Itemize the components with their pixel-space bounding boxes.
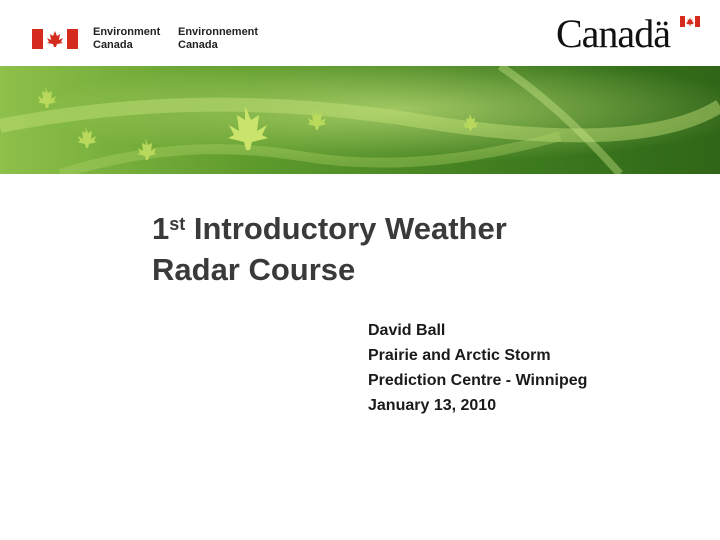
presentation-date: January 13, 2010: [368, 397, 497, 414]
organization-line-1: Prairie and Arctic Storm: [368, 347, 551, 364]
title-line-1: 1st Introductory Weather: [152, 211, 507, 246]
presenter-info: [368, 318, 587, 418]
wordmark-flag-icon: [680, 16, 700, 27]
slide-title: [152, 208, 507, 290]
maple-leaf-banner: [0, 66, 720, 174]
title-line-2: Radar Course: [152, 252, 356, 287]
presenter-name: David Ball: [368, 322, 446, 339]
canada-flag-icon: [32, 29, 78, 49]
banner-image: [0, 66, 720, 174]
canada-wordmark: Canadä: [556, 11, 670, 56]
header-bar: [0, 0, 720, 66]
department-name-english: Environment Canada: [93, 26, 161, 51]
department-name-french: Environnement Canada: [178, 26, 259, 51]
organization-line-2: Prediction Centre - Winnipeg: [368, 372, 588, 389]
